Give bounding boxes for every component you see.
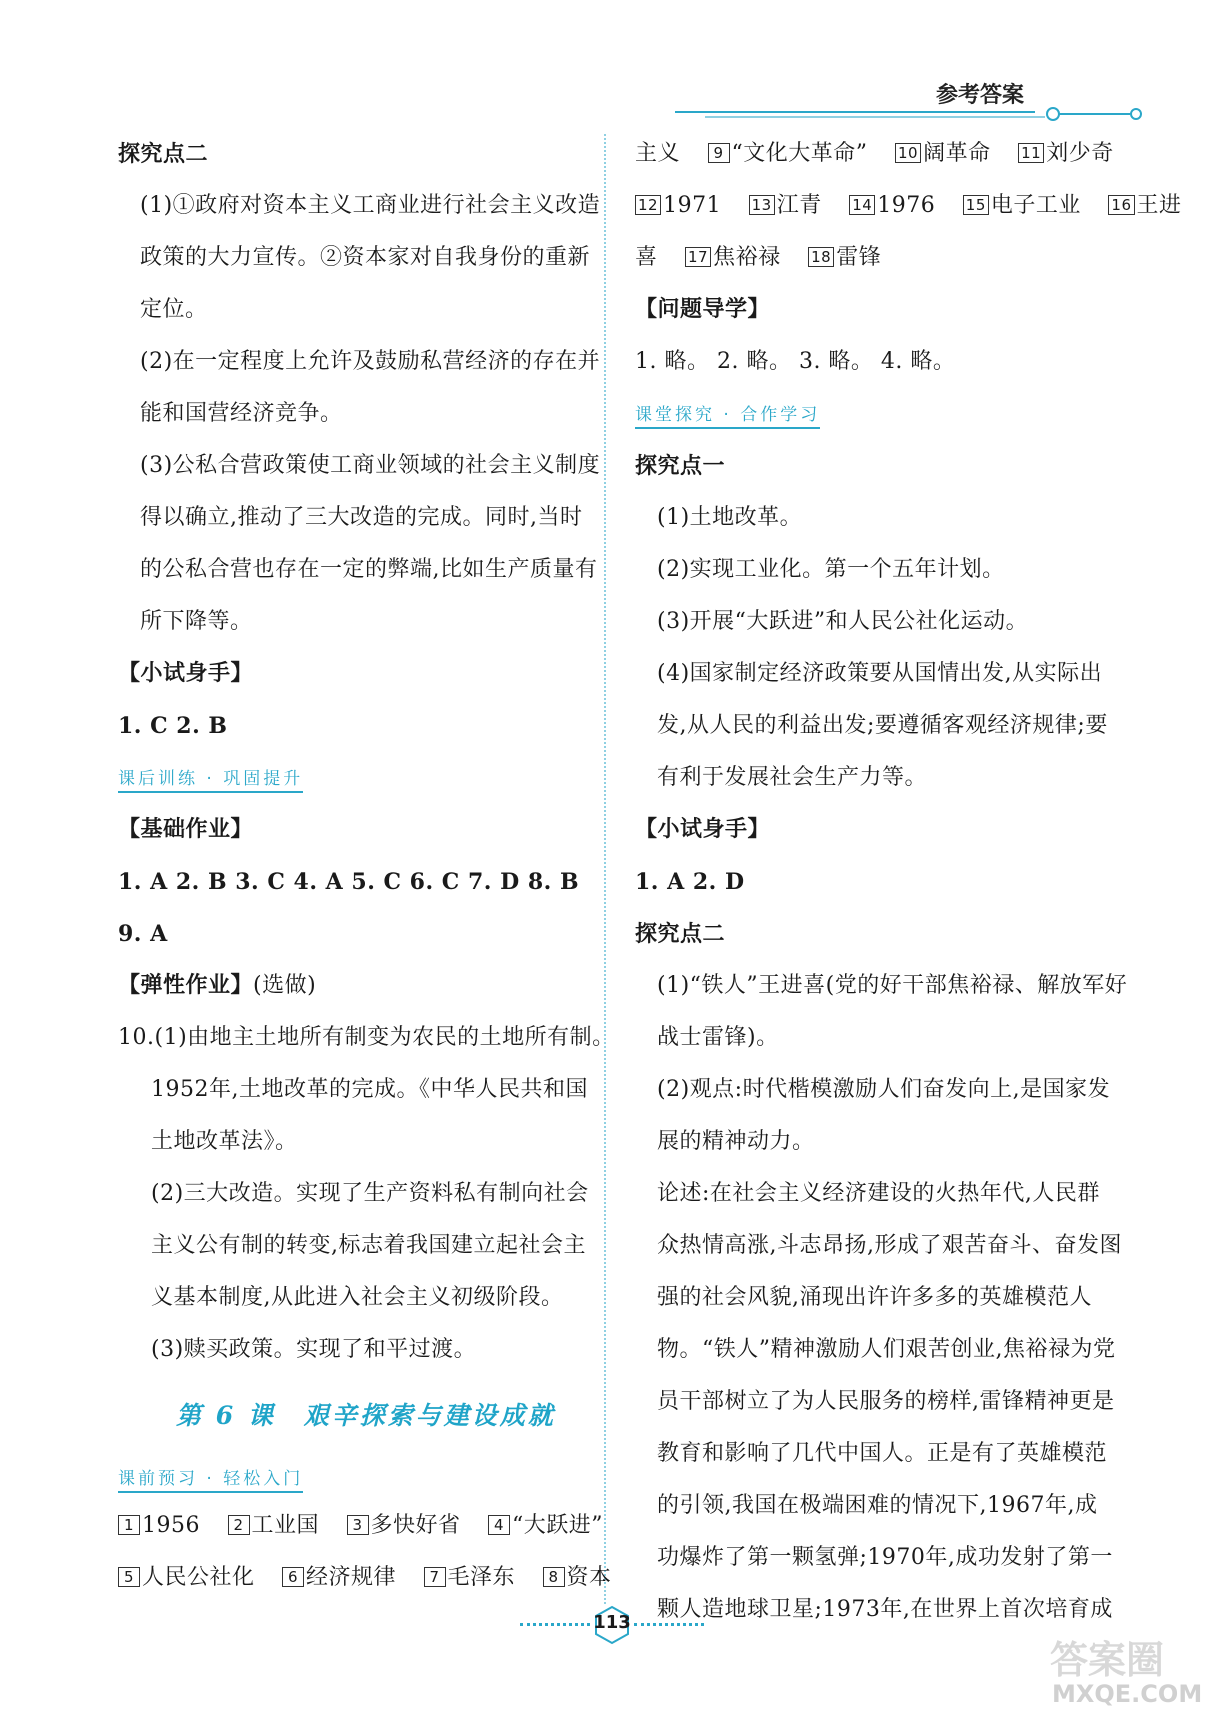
prep-answer: “文化大革命” <box>731 141 868 166</box>
prep-answer: 焦裕禄 <box>713 245 781 270</box>
prep-row <box>635 128 1119 180</box>
number-box: 10 <box>895 143 921 163</box>
number-box: 13 <box>749 195 775 215</box>
heading-tanxing: 【弹性作业】 <box>118 973 254 998</box>
text-line: 10.(1)由地主土地所有制变为农民的土地所有制。 <box>118 1025 615 1050</box>
number-box: 6 <box>282 1567 304 1587</box>
prep-row <box>635 180 1182 232</box>
prep-answer: 主义 <box>635 141 681 166</box>
text-line: 论述:在社会主义经济建设的火热年代,人民群 <box>657 1181 1100 1206</box>
answers-jichu: 1. A 2. B 3. C 4. A 5. C 6. C 7. D 8. B <box>118 869 580 895</box>
text-line: 主义公有制的转变,标志着我国建立起社会主 <box>151 1233 586 1258</box>
text-line: (3)开展“大跃进”和人民公社化运动。 <box>657 609 1029 634</box>
text-line: (2)三大改造。实现了生产资料私有制向社会 <box>151 1181 589 1206</box>
prep-answer: “大跃进” <box>512 1513 604 1538</box>
section-banner-keqian: 课前预习 · 轻松入门 <box>118 1467 303 1493</box>
header-title: 参考答案 <box>936 83 1025 108</box>
prep-row <box>118 1552 612 1604</box>
answers-xiaoshi: 1. A 2. D <box>635 869 745 895</box>
prep-answer: 电子工业 <box>990 193 1081 218</box>
prep-row <box>118 1500 604 1552</box>
number-box: 9 <box>708 143 730 163</box>
prep-answer: 多快好省 <box>370 1513 461 1538</box>
prep-answer: 经济规律 <box>306 1565 397 1590</box>
text-line: (3)赎买政策。实现了和平过渡。 <box>151 1337 477 1362</box>
heading-tanjiu-1: 探究点一 <box>635 453 726 479</box>
text-line: 得以确立,推动了三大改造的完成。同时,当时 <box>140 505 583 530</box>
text-line: 发,从人民的利益出发;要遵循客观经济规律;要 <box>657 713 1108 738</box>
text-line: 众热情高涨,斗志昂扬,形成了艰苦奋斗、奋发图 <box>657 1233 1122 1258</box>
number-box: 15 <box>963 195 989 215</box>
prep-answer: 毛泽东 <box>447 1565 516 1590</box>
text-line: 所下降等。 <box>140 609 253 634</box>
watermark-logo: 答案圈 <box>1050 1638 1165 1682</box>
prep-answer: 喜 <box>635 245 658 270</box>
prep-answer: 工业国 <box>251 1513 320 1538</box>
text-line: 战士雷锋)。 <box>657 1025 779 1050</box>
text-line: 教育和影响了几代中国人。正是有了英雄模范 <box>657 1441 1108 1466</box>
number-box: 18 <box>808 247 834 267</box>
column-divider <box>604 134 606 1604</box>
prep-answer: 资本 <box>566 1565 612 1590</box>
prep-answer: 江青 <box>776 193 822 218</box>
text-line: 的引领,我国在极端困难的情况下,1967年,成 <box>657 1493 1098 1518</box>
text-line: 定位。 <box>140 297 208 322</box>
text-line: 能和国营经济竞争。 <box>140 401 343 426</box>
text-line: (1)“铁人”王进喜(党的好干部焦裕禄、解放军好 <box>657 973 1128 998</box>
heading-tanjiu-2: 探究点二 <box>118 141 209 167</box>
page-number: 113 <box>593 1612 631 1633</box>
number-box: 1 <box>118 1515 140 1535</box>
heading-jichu: 【基础作业】 <box>118 817 254 842</box>
text-line: (4)国家制定经济政策要从国情出发,从实际出 <box>657 661 1103 686</box>
answers-jichu: 9. A <box>118 921 168 947</box>
heading-tanjiu-2: 探究点二 <box>635 921 726 947</box>
header-decoration <box>675 104 1145 124</box>
text-line: 强的社会风貌,涌现出许许多多的英雄模范人 <box>657 1285 1092 1310</box>
text-line: (2)实现工业化。第一个五年计划。 <box>657 557 1005 582</box>
prep-answer: 1956 <box>142 1513 200 1538</box>
answers-wenti: 1. 略。 2. 略。 3. 略。 4. 略。 <box>635 349 956 374</box>
heading-xiaoshi: 【小试身手】 <box>635 817 771 842</box>
number-box: 2 <box>228 1515 250 1535</box>
text-line: 政策的大力宣传。②资本家对自我身份的重新 <box>140 245 591 270</box>
prep-answer: 1971 <box>663 193 722 218</box>
text-line: 的公私合营也存在一定的弊端,比如生产质量有 <box>140 557 598 582</box>
right-column <box>635 128 1182 1636</box>
text-line: 物。“铁人”精神激励人们艰苦创业,焦裕禄为党 <box>657 1337 1116 1362</box>
prep-row <box>635 232 1119 284</box>
text-line: 功爆炸了第一颗氢弹;1970年,成功发射了第一 <box>657 1545 1113 1570</box>
number-box: 7 <box>424 1567 446 1587</box>
page-number-dots-right <box>634 1623 704 1630</box>
heading-xiaoshi: 【小试身手】 <box>118 661 254 686</box>
note-xuanzuo: (选做) <box>253 973 317 998</box>
text-line: 员干部树立了为人民服务的榜样,雷锋精神更是 <box>657 1389 1115 1414</box>
prep-answer: 刘少奇 <box>1046 141 1114 166</box>
page-number-dots-left <box>520 1623 590 1630</box>
left-column <box>118 128 615 1604</box>
heading-wenti: 【问题导学】 <box>635 297 771 322</box>
number-box: 8 <box>543 1567 565 1587</box>
number-box: 16 <box>1108 195 1134 215</box>
watermark-url: MXQE.COM <box>1052 1680 1203 1708</box>
prep-answer: 阔革命 <box>923 141 991 166</box>
text-line: (3)公私合营政策使工商业领域的社会主义制度 <box>140 453 601 478</box>
number-box: 17 <box>685 247 711 267</box>
section-banner-ketang: 课堂探究 · 合作学习 <box>635 403 820 429</box>
number-box: 11 <box>1018 143 1044 163</box>
prep-answer: 雷锋 <box>836 245 882 270</box>
number-box: 5 <box>118 1567 140 1587</box>
text-line: 土地改革法》。 <box>151 1129 298 1154</box>
text-line: (1)土地改革。 <box>657 505 803 530</box>
text-line: 义基本制度,从此进入社会主义初级阶段。 <box>151 1285 564 1310</box>
number-box: 14 <box>849 195 875 215</box>
text-line: (2)观点:时代楷模激励人们奋发向上,是国家发 <box>657 1077 1111 1102</box>
answers-xiaoshi: 1. C 2. B <box>118 713 228 739</box>
text-line: 1952年,土地改革的完成。《中华人民共和国 <box>151 1077 588 1102</box>
text-line: (1)①政府对资本主义工商业进行社会主义改造 <box>140 193 601 218</box>
text-line: 颗人造地球卫星;1973年,在世界上首次培育成 <box>657 1597 1113 1622</box>
text-line: 展的精神动力。 <box>657 1129 815 1154</box>
prep-answer: 王进 <box>1136 193 1182 218</box>
prep-answer: 人民公社化 <box>142 1565 255 1590</box>
number-box: 4 <box>488 1515 510 1535</box>
text-line: (2)在一定程度上允许及鼓励私营经济的存在并 <box>140 349 601 374</box>
text-line: 有利于发展社会生产力等。 <box>657 765 928 790</box>
lesson-title: 第 6 课 艰辛探索与建设成就 <box>176 1401 556 1430</box>
section-banner-kehou: 课后训练 · 巩固提升 <box>118 767 303 793</box>
number-box: 3 <box>347 1515 369 1535</box>
prep-answer: 1976 <box>877 193 936 218</box>
number-box: 12 <box>635 195 661 215</box>
